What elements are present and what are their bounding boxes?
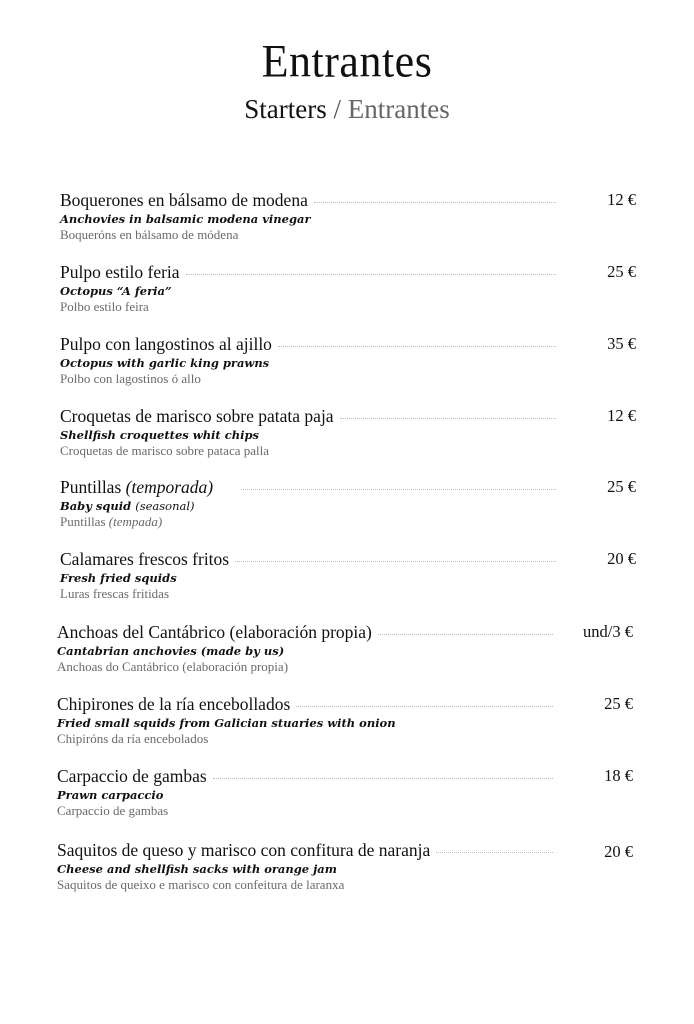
item-price: 25 € bbox=[607, 262, 636, 281]
item-galician: Anchoas do Cantábrico (elaboración propia) bbox=[57, 659, 289, 674]
menu-item-line bbox=[57, 694, 557, 716]
item-english: Fresh fried squids bbox=[60, 571, 177, 585]
dot-leader bbox=[314, 202, 556, 203]
item-name: Calamares frescos fritos bbox=[60, 549, 230, 569]
item-name: Carpaccio de gambas bbox=[57, 766, 207, 786]
subtitle-galician: Entrantes bbox=[347, 94, 450, 124]
item-galician: Saquitos de queixo e marisco con confeitura de laranxa bbox=[57, 877, 345, 892]
item-name: Pulpo estilo feria bbox=[60, 262, 180, 282]
menu-item-line bbox=[60, 262, 560, 284]
item-price: 35 € bbox=[607, 334, 636, 353]
subtitle-separator: / bbox=[326, 94, 348, 124]
item-price: 25 € bbox=[604, 694, 633, 713]
menu-item-line bbox=[60, 334, 560, 356]
item-english: Prawn carpaccio bbox=[57, 788, 164, 802]
item-name bbox=[60, 477, 213, 498]
item-price: 20 € bbox=[607, 549, 636, 568]
menu-item-line bbox=[60, 477, 560, 499]
item-english-note: (seasonal) bbox=[135, 499, 195, 513]
menu-item bbox=[57, 766, 637, 822]
item-galician-note: (tempada) bbox=[108, 514, 163, 529]
dot-leader bbox=[340, 418, 556, 419]
item-name-note: (temporada) bbox=[125, 477, 214, 497]
item-name: Boquerones en bálsamo de modena bbox=[60, 190, 308, 210]
menu-item bbox=[57, 622, 637, 678]
dot-leader bbox=[378, 634, 553, 635]
menu-item bbox=[60, 549, 640, 605]
dot-leader bbox=[278, 346, 556, 347]
item-english: Shellfish croquettes whit chips bbox=[60, 428, 259, 442]
dot-leader bbox=[436, 852, 553, 853]
item-price: 18 € bbox=[604, 766, 633, 785]
item-name: Anchoas del Cantábrico (elaboración propia) bbox=[57, 622, 372, 642]
menu-item-line bbox=[60, 190, 560, 212]
item-price: 25 € bbox=[607, 477, 636, 496]
menu-item bbox=[57, 840, 637, 896]
menu-item bbox=[60, 334, 640, 390]
dot-leader bbox=[296, 706, 553, 707]
item-price: 20 € bbox=[604, 842, 633, 861]
item-english-main: Baby squid bbox=[60, 499, 132, 513]
menu-item-line bbox=[57, 766, 557, 788]
item-name: Saquitos de queso y marisco con confitura de naranja bbox=[57, 840, 431, 860]
item-english: Octopus “A feria” bbox=[60, 284, 172, 298]
item-name: Croquetas de marisco sobre patata paja bbox=[60, 406, 334, 426]
item-galician: Luras frescas fritidas bbox=[60, 586, 170, 601]
menu-item bbox=[57, 694, 637, 750]
menu-item-line bbox=[60, 406, 560, 428]
item-galician-main: Puntillas bbox=[60, 514, 106, 529]
item-galician: Chipiróns da ría encebolados bbox=[57, 731, 209, 746]
dot-leader bbox=[213, 778, 553, 779]
menu-item-line bbox=[60, 549, 560, 571]
item-galician: Boqueróns en bálsamo de módena bbox=[60, 227, 239, 242]
item-english bbox=[60, 499, 195, 513]
item-english: Fried small squids from Galician stuaries with onion bbox=[57, 716, 396, 730]
item-price: und/3 € bbox=[583, 622, 633, 641]
item-galician: Polbo con lagostinos ó allo bbox=[60, 371, 201, 386]
menu-item bbox=[60, 477, 640, 533]
item-english: Cheese and shellfish sacks with orange jam bbox=[57, 862, 337, 876]
item-galician: Polbo estilo feira bbox=[60, 299, 149, 314]
menu-item-line bbox=[57, 622, 557, 644]
menu-item bbox=[60, 262, 640, 318]
menu-item-line bbox=[57, 840, 557, 862]
page-title: Entrantes bbox=[261, 35, 433, 88]
item-name-main: Puntillas bbox=[60, 477, 122, 497]
item-english: Anchovies in balsamic modena vinegar bbox=[60, 212, 311, 226]
dot-leader bbox=[186, 274, 556, 275]
item-english: Cantabrian anchovies (made by us) bbox=[57, 644, 285, 658]
dot-leader bbox=[241, 489, 556, 490]
item-english: Octopus with garlic king prawns bbox=[60, 356, 270, 370]
item-name: Chipirones de la ría encebollados bbox=[57, 694, 291, 714]
item-galician: Carpaccio de gambas bbox=[57, 803, 169, 818]
menu-item bbox=[60, 190, 640, 246]
page-subtitle bbox=[0, 94, 694, 125]
item-price: 12 € bbox=[607, 190, 636, 209]
item-price: 12 € bbox=[607, 406, 636, 425]
subtitle-english: Starters bbox=[244, 94, 327, 124]
menu-item bbox=[60, 406, 640, 462]
item-galician: Croquetas de marisco sobre pataca palla bbox=[60, 443, 269, 458]
item-galician bbox=[60, 514, 162, 530]
item-name: Pulpo con langostinos al ajillo bbox=[60, 334, 272, 354]
dot-leader bbox=[235, 561, 556, 562]
